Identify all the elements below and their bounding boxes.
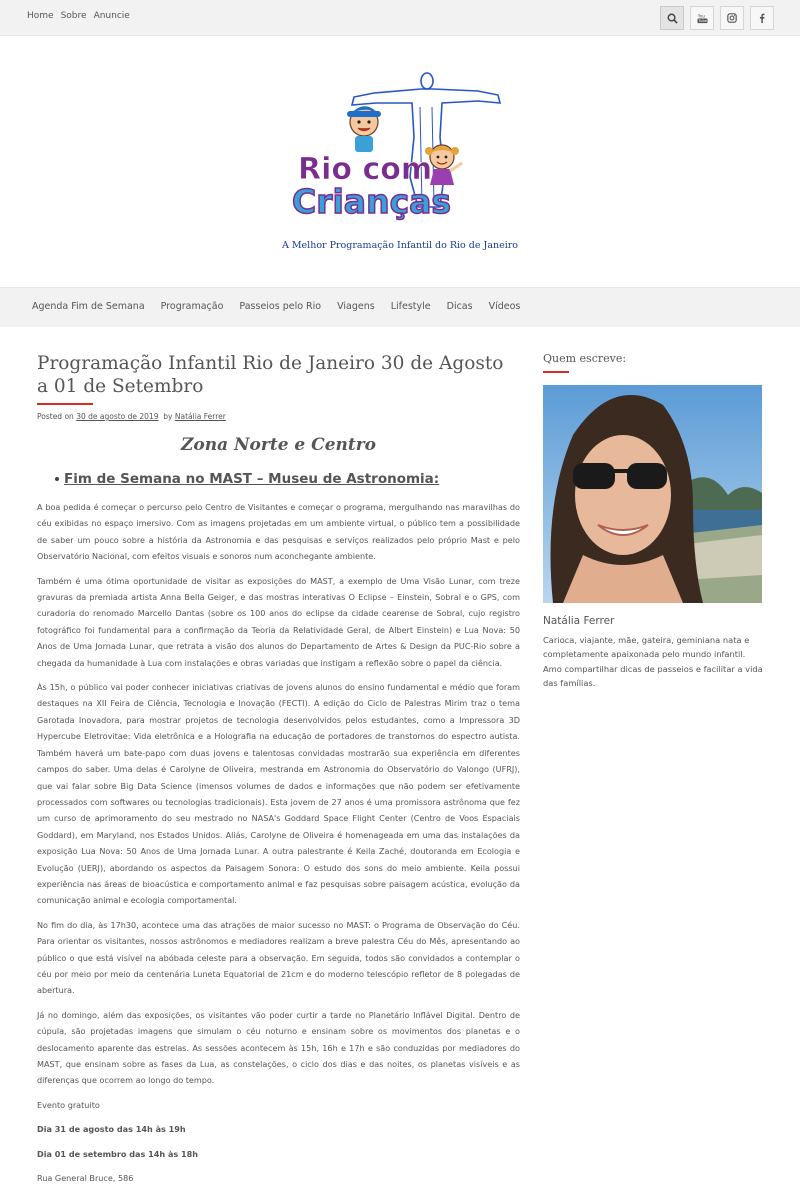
event-heading (55, 471, 520, 487)
meta-by: by (163, 412, 173, 421)
meta-author-link[interactable]: Natália Ferrer (174, 412, 226, 421)
site-tagline: A Melhor Programação Infantil do Rio de Janeiro (281, 240, 519, 251)
free-event: Evento gratuito (37, 1099, 100, 1110)
event-heading-text[interactable]: Fim de Semana no MAST – Museu de Astronomia: (64, 471, 440, 487)
search-button[interactable] (660, 6, 684, 30)
nav-dicas[interactable]: Dicas (446, 301, 473, 312)
youtube-icon (697, 13, 708, 24)
nav-viagens[interactable]: Viagens (337, 301, 375, 312)
nav-programacao[interactable]: Programação (160, 301, 224, 312)
svg-text:Tube: Tube (697, 18, 707, 23)
meta-date-link[interactable]: 30 de agosto de 2019 (76, 412, 159, 421)
search-icon (667, 13, 678, 24)
author-name: Natália Ferrer (543, 615, 615, 627)
nav-passeios-pelo-rio[interactable]: Passeios pelo Rio (239, 301, 322, 312)
top-nav (27, 11, 130, 21)
svg-text:You: You (697, 13, 705, 19)
widget-title: Quem escreve: (543, 352, 627, 365)
bullet-icon (55, 477, 59, 481)
top-bar (0, 0, 800, 36)
title-underline (37, 403, 93, 405)
logo-text-rio-com: Rio com (298, 152, 433, 187)
youtube-button[interactable] (690, 6, 714, 30)
top-nav-anuncie[interactable]: Anuncie (93, 11, 130, 21)
post-title: Programação Infantil Rio de Janeiro 30 de Agosto a 01 de Setembro (37, 353, 504, 397)
facebook-button[interactable] (750, 6, 774, 30)
article (37, 352, 520, 1186)
boy-cartoon-icon (347, 106, 381, 152)
social-buttons (660, 6, 774, 30)
date-saturday: Dia 31 de agosto das 14h às 19h (37, 1124, 186, 1135)
instagram-icon (727, 13, 737, 23)
instagram-button[interactable] (720, 6, 744, 30)
sidebar (543, 352, 763, 690)
paragraph-3: Às 15h, o público vai poder conhecer iniciativas criativas de jovens alunos do ensino fundamental e médio que foram destaques na XII Feira de Ciência, Tecnologia e Inovação (FECTI). A edição do Ciclo de Palestras Mirim traz o tema Garotada Inovadora, para mostrar projetos de tecnologia desenvolvidos pelos estudantes, como a Impressora 3D Hypercube Eletrovitae: Vida eletrônica e a Holografia na educação de portadores de transtornos do espectro autista. Também haverá um bate-papo com duas jovens e talentosas convidadas mostrarão sua experiência em diferentes campos do saber. Uma delas é Carolyne de Oliveira, mestranda em Astronomia do Observatório do Valongo (UFRJ), que vai falar sobre Big Data Science (imensos volumes de dados e informações que não podem ser efetivamente processados com softwares ou tecnologias tradicionais). Esta jovem de 27 anos é uma promissora astrônoma que fez um curso de aprimoramento do seu mestrado no NASA's Goddard Space Flight Center (Centro de Voos Espaciais Goddard), em Maryland, nos Estados Unidos. Aliás, Carolyne de Oliveira é homenageada em uma das instalações da exposição Lua Nova: 50 Anos de Uma Jornada Lunar. A outra palestrante é Keila Zaché, doutoranda em Ecologia e Evolução (UERJ), abordando os aspectos da Paisagem Sonora: O estudo dos sons do meio ambiente. Keila possui experiência nas áreas de bioacústica e comportamento animal e faz pesquisas sobre paisagem acústica, evolução da comunicação animal e ecologia comportamental. (37, 682, 520, 906)
paragraph-1: A boa pedida é começar o percurso pelo Centro de Visitantes e começar o programa, mergulhando nas maravilhas do céu exibidas no espaço imersivo. Com as imagens projetadas em um ambiente virtual, o público tem a possibilidade de saber um pouco sobre a história da Astronomia e das pesquisas e serviços realizados pelo próprio Mast e pelo Observatório Nacional, com efeitos visuais e sonoros num aconchegante ambiente. (37, 502, 520, 562)
paragraph-5: Já no domingo, além das exposições, os visitantes vão poder curtir a tarde no Planetário Inflável Digital. Dentro de cúpula, são projetadas imagens que simulam o céu noturno e ensinam sobre os movimentos dos planetas e o deslocamento aparente das estrelas. As sessões acontecem às 15h, 16h e 17h e são conduzidas por mediadores do MAST, que ensinam sobre as fases da Lua, as constelações, o ciclo dos dias e das noites, os planetas visíveis e as diferenças que ocorrem ao longo do tempo. (37, 1009, 520, 1086)
nav-lifestyle[interactable]: Lifestyle (390, 301, 431, 312)
site-header (0, 37, 800, 287)
post-meta (37, 412, 520, 421)
paragraph-4: No fim do dia, às 17h30, acontece uma das atrações de maior sucesso no MAST: o Programa de Observação do Céu. Para orientar os visitantes, nossos astrônomos e mediadores realizam a breve palestra Céu do Mês, apresentando ao público o que está visível na abóbada celeste para a observação. Em seguida, todos são convidados a contemplar o céu por meio por meio da centenária Luneta Equatorial de 21cm e do moderno telescópio refletor de 8 polegadas de abertura. (37, 919, 520, 996)
facebook-icon (757, 13, 767, 23)
author-photo (543, 385, 762, 603)
logo-text-criancas: Crianças (292, 182, 452, 221)
date-sunday: Dia 01 de setembro das 14h às 18h (37, 1148, 199, 1159)
top-nav-home[interactable]: Home (27, 11, 54, 21)
widget-underline (543, 371, 569, 373)
nav-agenda-fim-de-semana[interactable]: Agenda Fim de Semana (32, 301, 145, 312)
paragraph-2: Também é uma ótima oportunidade de visitar as exposições do MAST, a exemplo de Uma Visão Lunar, com treze gravuras da premiada artista Anna Bella Geiger, e das mostras interativas O Eclipse – Einstein, Sobral e o GPS, com curadoria do renomado Marcello Dantas (sobre os 100 anos do eclipse da cidade cearense de Sobral, cujo registro fotográfico foi fundamental para a confirmação da Teoria da Relatividade Geral, de Albert Einstein) e Lua Nova: 50 Anos de Uma Jornada Lunar, que retrata a visão dos alunos do Departamento de Artes & Design da PUC-Rio sobre a chegada da humanidade à Lua com instalações e obras variadas que instigam a reflexão sobre o papel da ciência. (37, 575, 520, 668)
address: Rua General Bruce, 586 (37, 1173, 134, 1184)
section-heading: Zona Norte e Centro (180, 435, 377, 455)
main-nav (0, 287, 800, 327)
meta-posted-on: Posted on (37, 412, 74, 421)
site-logo[interactable] (292, 67, 507, 237)
author-bio: Carioca, viajante, mãe, gateira, geminiana nata e completamente apaixonada pelo mundo infantil. Amo compartilhar dicas de passeios e facilitar a vida das famílias. (543, 635, 763, 688)
nav-videos[interactable]: Vídeos (488, 301, 521, 312)
top-nav-sobre[interactable]: Sobre (60, 11, 87, 21)
